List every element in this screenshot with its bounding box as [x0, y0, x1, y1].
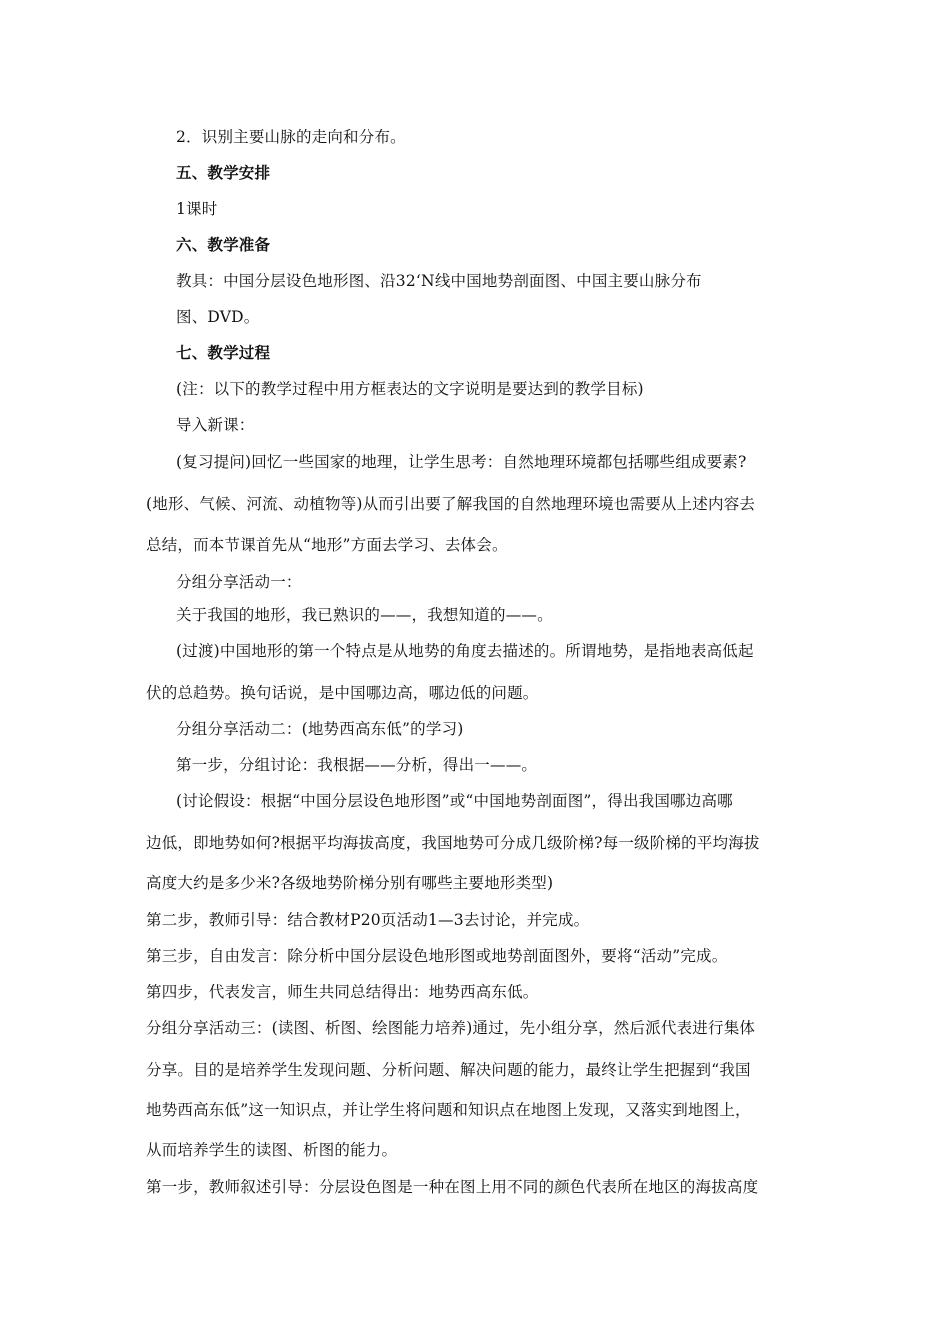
paragraph-line: 关于我国的地形，我已熟识的——，我想知道的——。	[176, 606, 553, 624]
paragraph-line: 第三步，自由发言：除分析中国分层设色地形图或地势剖面图外，要将“活动”完成。	[146, 947, 728, 965]
paragraph-line: 分组分享活动二：(地势西高东低”的学习)	[176, 720, 464, 738]
list-item: 2．识别主要山脉的走向和分布。	[176, 128, 406, 146]
paragraph-line: (复习提问)回忆一些国家的地理，让学生思考：自然地理环境都包括哪些组成要素?	[176, 453, 747, 471]
paragraph-line: 第一步，分组讨论：我根据——分析，得出一——。	[176, 756, 538, 774]
paragraph-line: 第一步，教师叙述引导：分层设色图是一种在图上用不同的颜色代表所在地区的海拔高度	[146, 1178, 759, 1196]
section-heading: 六、教学准备	[176, 236, 271, 254]
paragraph-line: 分组分享活动三：(读图、析图、绘图能力培养)通过，先小组分享，然后派代表进行集体	[146, 1019, 756, 1037]
paragraph-line: 图、DVD。	[176, 308, 260, 326]
paragraph-line: (注：以下的教学过程中用方框表达的文字说明是要达到的教学目标)	[176, 380, 644, 398]
paragraph-line: (地形、气候、河流、动植物等)从而引出要了解我国的自然地理环境也需要从上述内容去	[146, 495, 756, 513]
section-heading: 五、教学安排	[176, 164, 271, 182]
paragraph-line: 分组分享活动一：	[176, 573, 302, 591]
paragraph-line: 第四步，代表发言，师生共同总结得出：地势西高东低。	[146, 983, 539, 1001]
paragraph-line: 导入新课：	[176, 416, 255, 434]
paragraph-line: 从而培养学生的读图、析图的能力。	[146, 1141, 398, 1159]
paragraph-line: (过渡)中国地形的第一个特点是从地势的角度去描述的。所谓地势，是指地表高低起	[176, 642, 754, 660]
paragraph-line: 分享。目的是培养学生发现问题、分析问题、解决问题的能力，最终让学生把握到“我国	[146, 1061, 751, 1079]
section-heading: 七、教学过程	[176, 344, 271, 362]
paragraph-line: 伏的总趋势。换句话说，是中国哪边高，哪边低的问题。	[146, 684, 539, 702]
paragraph-line: 地势西高东低”这一知识点，并让学生将问题和知识点在地图上发现，又落实到地图上，	[146, 1101, 751, 1119]
paragraph-line: 高度大约是多少米?各级地势阶梯分别有哪些主要地形类型)	[146, 874, 554, 892]
paragraph-line: 1课时	[176, 200, 218, 218]
paragraph-line: 教具：中国分层设色地形图、沿32‘N线中国地势剖面图、中国主要山脉分布	[176, 272, 702, 290]
paragraph-line: (讨论假设：根据“中国分层设色地形图”或“中国地势剖面图”，得出我国哪边高哪	[176, 792, 733, 810]
paragraph-line: 第二步，教师引导：结合教材P20页活动1—3去讨论，并完成。	[146, 911, 590, 929]
paragraph-line: 总结，而本节课首先从“地形”方面去学习、去体会。	[146, 536, 508, 554]
paragraph-line: 边低，即地势如何?根据平均海拔高度，我国地势可分成几级阶梯?每一级阶梯的平均海拔	[146, 834, 760, 852]
